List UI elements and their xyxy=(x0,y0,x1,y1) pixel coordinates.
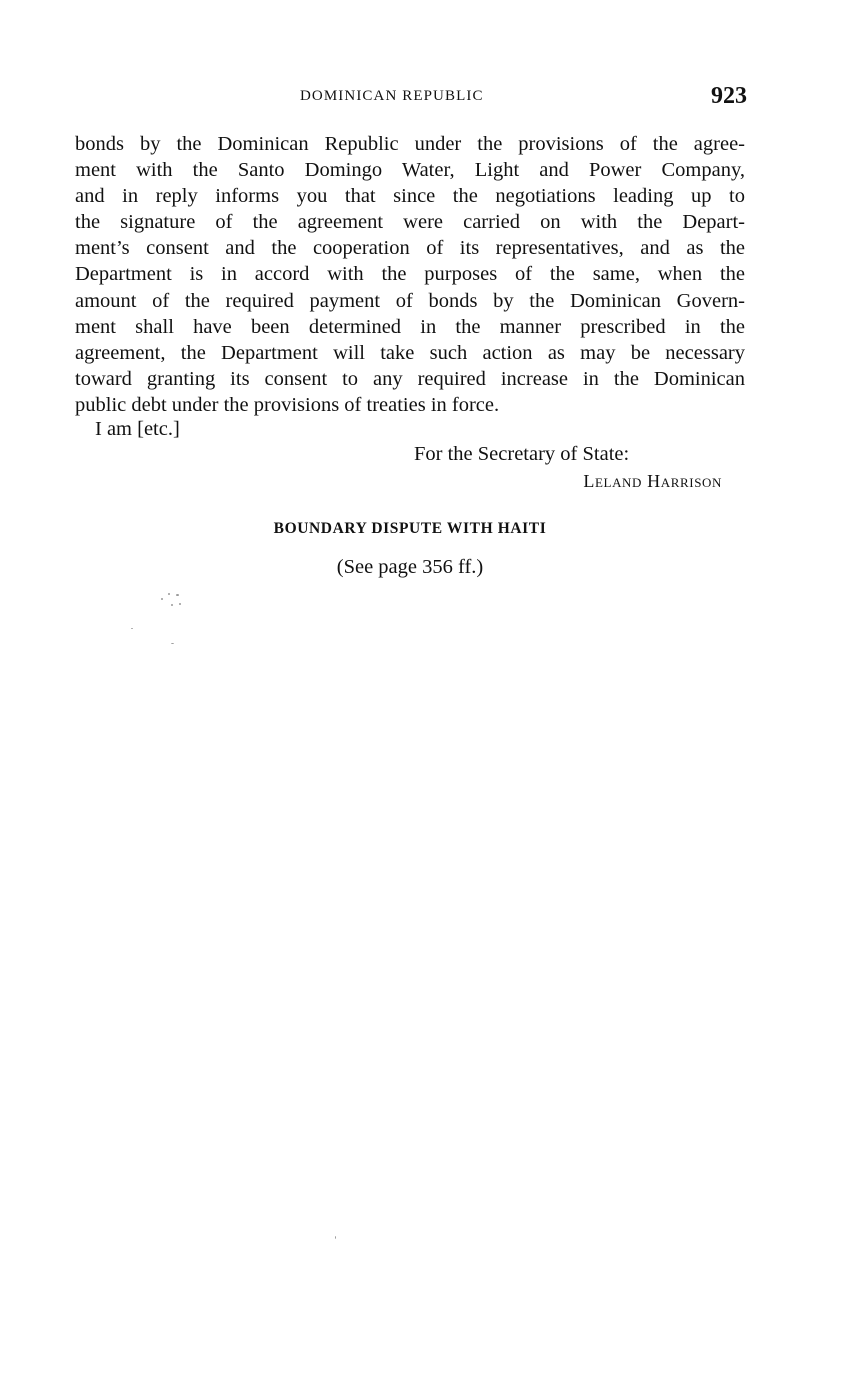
body-line: bonds by the Dominican Republic under the provisions of the agree- xyxy=(75,133,745,155)
scan-speck xyxy=(168,593,170,595)
closing-line: I am [etc.] xyxy=(95,418,180,440)
body-line: public debt under the provisions of treaties in force. xyxy=(75,393,500,416)
body-line: ment shall have been determined in the manner prescribed in the xyxy=(75,315,745,338)
scan-speck xyxy=(335,1236,336,1239)
scan-speck xyxy=(161,598,163,600)
page-number: 923 xyxy=(711,83,747,109)
body-line: Department is in accord with the purposes of the same, when the xyxy=(75,263,745,286)
body-line: amount of the required payment of bonds by the Dominican Govern- xyxy=(75,289,745,312)
scan-speck xyxy=(176,594,179,596)
body-line: and in reply informs you that since the negotiations leading up to xyxy=(75,185,745,208)
scan-speck xyxy=(179,603,181,605)
body-line: agreement, the Department will take such action as may be necessary xyxy=(75,341,745,364)
body-line: toward granting its consent to any required increase in the Dominican xyxy=(75,367,745,390)
body-paragraph xyxy=(75,131,745,418)
scan-speck xyxy=(131,628,133,629)
running-head xyxy=(0,83,850,116)
section-heading: BOUNDARY DISPUTE WITH HAITI xyxy=(273,520,547,537)
scan-speck xyxy=(171,643,174,644)
running-head-title: DOMINICAN REPUBLIC xyxy=(300,88,484,104)
signatory-name: Leland Harrison xyxy=(583,471,722,491)
body-line: ment’s consent and the cooperation of its representatives, and as the xyxy=(75,237,745,260)
signature-intro: For the Secretary of State: xyxy=(414,443,630,465)
body-line: ment with the Santo Domingo Water, Light and Power Company, xyxy=(75,159,745,182)
body-line: the signature of the agreement were carried on with the Depart- xyxy=(75,211,745,234)
cross-reference: (See page 356 ff.) xyxy=(336,556,484,578)
scan-speck xyxy=(171,604,173,606)
